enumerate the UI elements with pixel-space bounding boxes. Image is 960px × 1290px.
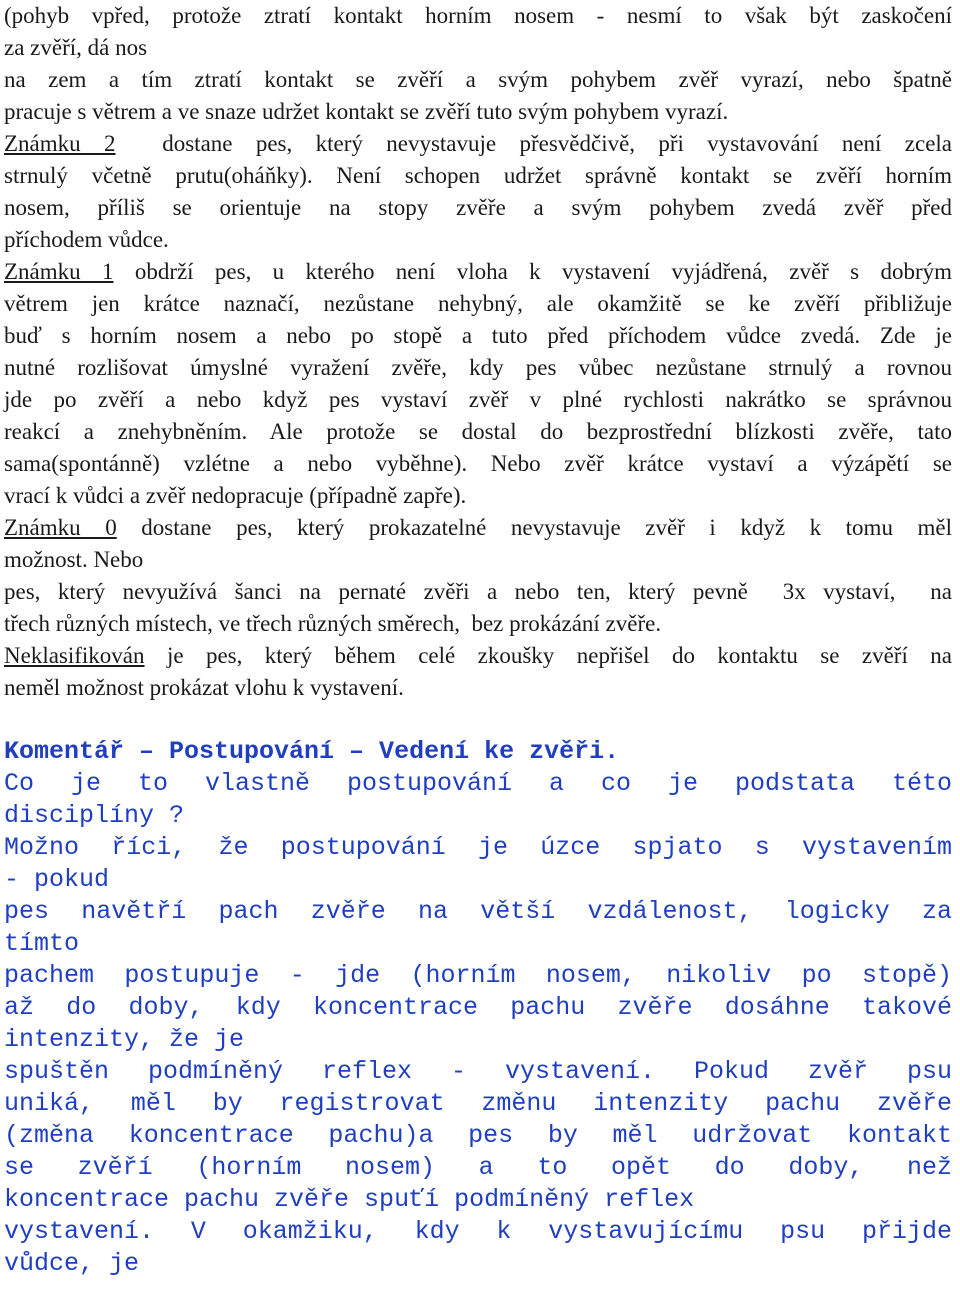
document-page [4, 0, 952, 1280]
text-line: nosem, příliš se orientuje na stopy zvěře a svým pohybem zvedá zvěř před [4, 195, 952, 220]
comment-line: intenzity, že je [4, 1025, 245, 1054]
comment-line: Možno říci, že postupování je úzce spjato s vystavením [4, 833, 952, 862]
paragraph [4, 0, 952, 128]
comment-line: pachem postupuje - jde (horním nosem, nikoliv po stopě) [4, 961, 952, 990]
paragraph [4, 512, 952, 640]
text-line: pes, který nevyužívá šanci na pernaté zvěři a nebo ten, který pevně 3x vystaví, na [4, 579, 952, 604]
comment-line: - pokud [4, 865, 110, 894]
text-line: větrem jen krátce naznačí, nezůstane nehybný, ale okamžitě se ke zvěří přibližuje [4, 291, 952, 316]
comment-line: spuštěn podmíněný reflex - vystavení. Pokud zvěř psu [4, 1057, 952, 1086]
comment-heading: Komentář – Postupování – Vedení ke zvěři. [4, 737, 620, 766]
text-line [4, 256, 952, 288]
text-line: neměl možnost prokázat vlohu k vystavení. [4, 675, 404, 700]
text-line: buď s horním nosem a nebo po stopě a tuto před příchodem vůdce zvedá. Zde je [4, 323, 952, 348]
text-line: třech různých místech, ve třech různých směrech, bez prokázání zvěře. [4, 611, 662, 636]
grade-label: Známku 1 [4, 259, 114, 284]
comment-line: až do doby, kdy koncentrace pachu zvěře dosáhne takové [4, 993, 952, 1022]
text-line: na zem a tím ztratí kontakt se zvěří a svým pohybem zvěř vyrazí, nebo špatně [4, 67, 952, 92]
text-line: sama(spontánně) vzlétne a nebo vyběhne). Nebo zvěř krátce vystaví a výzápětí se [4, 451, 952, 476]
evaluation-text [4, 0, 952, 704]
paragraph [4, 256, 952, 512]
line-text: obdrží pes, u kterého není vloha k vystavení vyjádřená, zvěř s dobrým [113, 259, 952, 284]
text-line: (pohyb vpřed, protože ztratí kontakt horním nosem - nesmí to však být zaskočení [4, 3, 952, 28]
text-line [4, 128, 952, 160]
line-text: dostane pes, který prokazatelné nevystavuje zvěř i když k tomu měl [116, 515, 952, 540]
comment-line: disciplíny ? [4, 801, 185, 830]
text-line: možnost. Nebo [4, 547, 144, 572]
text-line: pracuje s větrem a ve snaze udržet kontakt se zvěří tuto svým pohybem vyrazí. [4, 99, 729, 124]
comment-line: se zvěří (horním nosem) a to opět do doby, než [4, 1153, 952, 1182]
text-line: příchodem vůdce. [4, 227, 169, 252]
spacer [4, 704, 952, 736]
line-text: dostane pes, který nevystavuje přesvědčivě, při vystavování není zcela [115, 131, 952, 156]
grade-label: Známku 0 [4, 515, 117, 540]
comment-line: tímto [4, 929, 80, 958]
comment-line: (změna koncentrace pachu)a pes by měl udržovat kontakt [4, 1121, 952, 1150]
comment-line: vůdce, je [4, 1249, 140, 1278]
text-line [4, 640, 952, 672]
comment-line: Co je to vlastně postupování a co je podstata této [4, 769, 952, 798]
paragraph [4, 640, 952, 704]
comment-line: koncentrace pachu zvěře spuťí podmíněný reflex [4, 1185, 695, 1214]
comment-body [4, 768, 952, 1280]
comment-section [4, 736, 952, 1280]
text-line: nutné rozlišovat úmyslné vyražení zvěře, kdy pes vůbec nezůstane strnulý a rovnou [4, 355, 952, 380]
text-line [4, 512, 952, 544]
comment-line: uniká, měl by registrovat změnu intenzity pachu zvěře [4, 1089, 952, 1118]
comment-line: vystavení. V okamžiku, kdy k vystavujícímu psu přijde [4, 1217, 952, 1246]
line-text: je pes, který během celé zkoušky nepřišel do kontaktu se zvěří na [144, 643, 952, 668]
grade-label: Neklasifikován [4, 643, 145, 668]
text-line: za zvěří, dá nos [4, 35, 148, 60]
text-line: vrací k vůdci a zvěř nedopracuje (případně zapře). [4, 483, 467, 508]
grade-label: Známku 2 [4, 131, 116, 156]
paragraph [4, 128, 952, 256]
comment-line: pes navětří pach zvěře na větší vzdálenost, logicky za [4, 897, 952, 926]
text-line: jde po zvěří a nebo když pes vystaví zvěř v plné rychlosti nakrátko se správnou [4, 387, 952, 412]
text-line: strnulý včetně prutu(oháňky). Není schopen udržet správně kontakt se zvěří horním [4, 163, 952, 188]
text-line: reakcí a znehybněním. Ale protože se dostal do bezprostřední blízkosti zvěře, tato [4, 419, 952, 444]
